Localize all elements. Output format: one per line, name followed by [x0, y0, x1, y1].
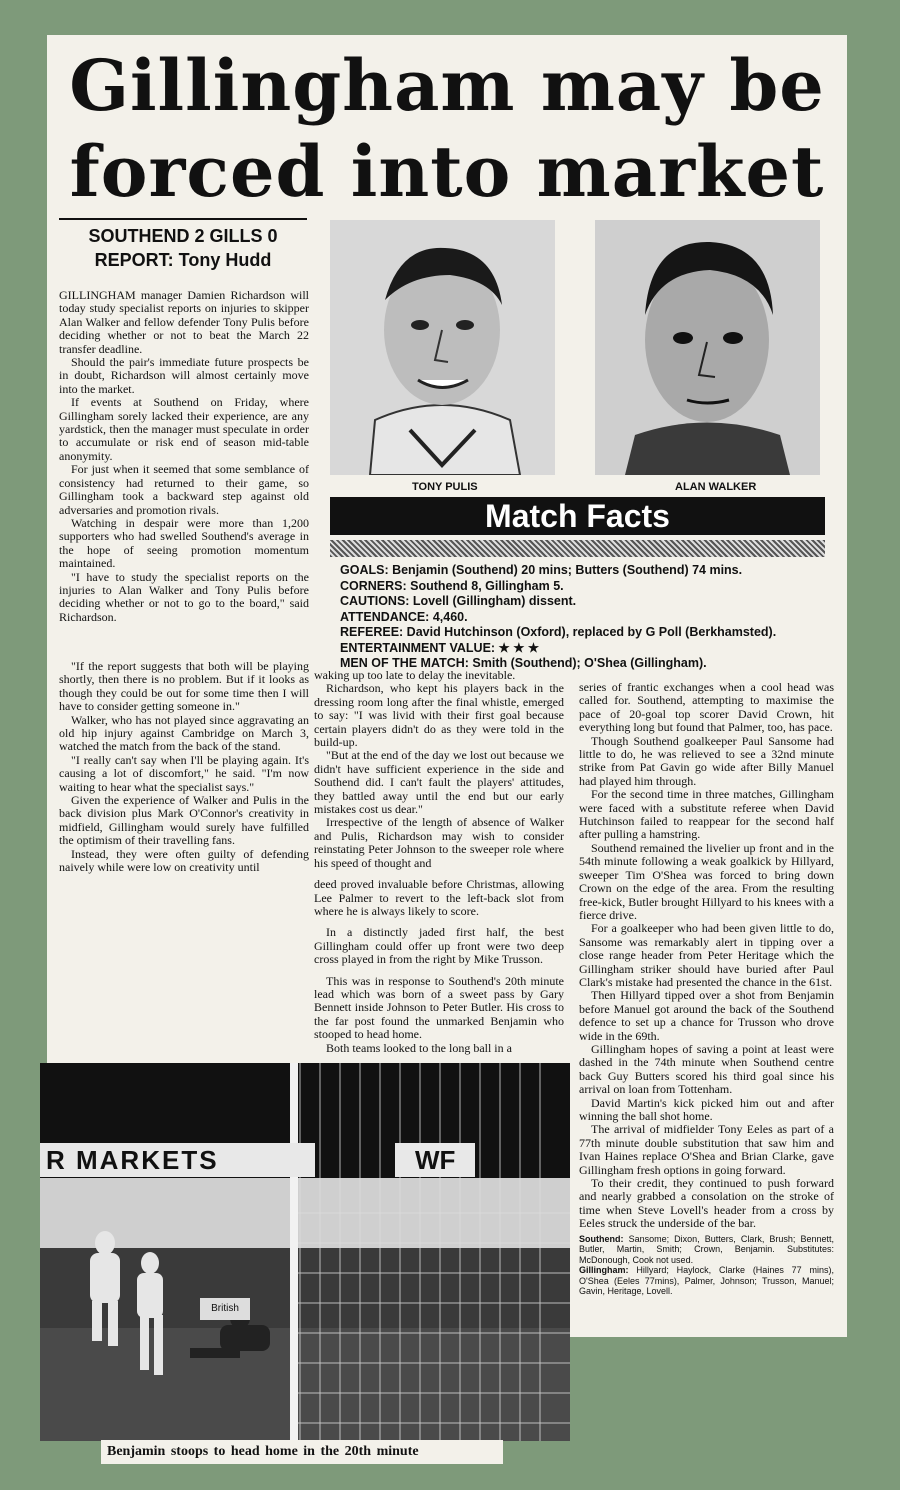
paragraph: waking up too late to delay the inevitable. — [314, 668, 516, 682]
lineup-label: Southend: — [579, 1233, 624, 1244]
team-lineups — [579, 1234, 834, 1297]
stadium-banner-2: WF — [395, 1143, 475, 1177]
paragraph: "If the report suggests that both will be playing shortly, then there is no problem. But if it looks as though they could be out for some time then I will have to consider getting someone in." — [59, 659, 309, 714]
match-facts-attendance: ATTENDANCE: 4,460. — [340, 609, 468, 624]
paragraph: Both teams looked to the long ball in a — [326, 1040, 512, 1055]
paragraph: Irrespective of the length of absence of Walker and Pulis, Richardson may wish to consider reinstating Peter Johnson to the sweeper role where his speed of thought and — [314, 815, 564, 870]
paragraph: Watching in despair were more than 1,200 supporters who had swelled Southend's average in the hope of seeing promotion momentum maintained. — [59, 515, 309, 571]
reporter-line: REPORT: Tony Hudd — [94, 250, 272, 270]
lineup-players: Sansome; Dixon, Butters, Clark, Brush; Bennett, Butler, Martin, Smith; Crown, Benjamin. Substitutes: McDonough, Cook not used. — [579, 1233, 834, 1265]
paragraph: deed proved invaluable before Christmas, allowing Lee Palmer to revert to the left-back slot from where he is always likely to score. — [314, 877, 564, 918]
match-facts-entertainment: ENTERTAINMENT VALUE: ★ ★ ★ — [340, 640, 540, 655]
match-facts-divider — [330, 540, 825, 557]
headline-line-1: Gillingham may be — [69, 44, 825, 127]
paragraph: To their credit, they continued to push forward and nearly grabbed a consolation on the stroke of time when Steve Lovell's header from a cross by Eeles struck the underside of the bar. — [579, 1176, 834, 1231]
paragraph: Walker, who has not played since aggravating an old hip injury against Cambridge on March 3, watched the match from the back of the stand. — [59, 712, 309, 754]
alan-walker-photo — [595, 220, 820, 475]
paragraph: For a goalkeeper who had been given little to do, Sansome was remarkably alert in tipping over a close range header from Peter Heritage which the Gillingham striker should have buried after Paul Clark's mistake had presented the chance in the 61st. — [579, 921, 834, 989]
match-photo-caption: Benjamin stoops to head home in the 20th minute — [107, 1444, 419, 1459]
stadium-banner: R MARKETS — [40, 1143, 315, 1177]
paragraph: series of frantic exchanges when a cool head was called for. Southend, attempting to maximise the pace of 20-goal top scorer David Crown, hit everything long but found that Palmer, too, has pace. — [579, 680, 834, 735]
lineup-gillingham — [579, 1265, 834, 1297]
paragraph: Southend remained the livelier up front and in the 54th minute following a weak goalkick by Hillyard, sweeper Tim O'Shea was forced to bring down Crown on the edge of the area. From the resulting free-kick, Butler brought Hillyard to his knees with a fierce drive. — [579, 840, 834, 922]
match-facts-title: Match Facts — [330, 497, 825, 535]
match-facts-men-of-match: MEN OF THE MATCH: Smith (Southend); O'Shea (Gillingham). — [340, 656, 707, 670]
paragraph: Instead, they were often guilty of defending naively while were low on creativity until — [59, 846, 309, 875]
paragraph: If events at Southend on Friday, where Gillingham sorely lacked their experience, are any yardstick, then the manager must speculate in order to accumulate or risk end of season mid-table anonymity. — [59, 395, 309, 463]
paragraph: "But at the end of the day we lost out because we didn't have sufficient experience in the side and Southend did. I can't fault the players' attitudes, they battled away until the end but our early mistakes cost us dear." — [314, 748, 564, 817]
paragraph: This was in response to Southend's 20th minute lead which was born of a sweet pass by Gary Bennett inside Johnson to Peter Butler. His cross to the far post found the unmarked Benjamin who stooped to head home. — [314, 973, 564, 1042]
match-facts-list — [340, 563, 840, 672]
paragraph: Gillingham hopes of saving a point at least were dashed in the 74th minute when Southend centre back Guy Butters scored his third goal since his arrival on loan from Tottenham. — [579, 1041, 834, 1097]
paragraph: "I have to study the specialist reports on the injuries to Alan Walker and Tony Pulis before deciding whether or not to go to the board," said Richardson. — [59, 569, 309, 624]
article-column-1-continued — [59, 660, 309, 875]
match-facts-corners: CORNERS: Southend 8, Gillingham 5. — [340, 578, 564, 593]
article-column-3 — [579, 681, 834, 1297]
article-column-2 — [314, 669, 564, 1055]
match-facts-cautions: CAUTIONS: Lovell (Gillingham) dissent. — [340, 594, 577, 608]
lineup-label: Gillingham: — [579, 1265, 629, 1276]
score-box — [59, 218, 307, 272]
headline — [47, 43, 847, 215]
ad-board: British — [200, 1298, 250, 1320]
paragraph: For just when it seemed that some semblance of consistency had returned to their game, so Gillingham took a backward step against old adversaries and promotion rivals. — [59, 462, 309, 517]
paragraph: The arrival of midfielder Tony Eeles as part of a 77th minute double substitution that saw him and Ivan Haines replace O'Shea and Brian Clarke, gave Gillingham fresh options in going forward. — [579, 1122, 834, 1177]
photo-caption-walker: ALAN WALKER — [675, 481, 757, 493]
paragraph: Given the experience of Walker and Pulis in the back division plus Mark O'Connor's creativity in midfield, Gillingham would surely have fulfilled the optimism of their travelling fans. — [59, 793, 309, 848]
lineup-southend — [579, 1234, 834, 1266]
photo-caption-pulis: TONY PULIS — [412, 481, 478, 493]
tony-pulis-photo — [330, 220, 555, 475]
paragraph: Then Hillyard tipped over a shot from Benjamin before Manuel got around the back of the Southend defence to set up a chance for Trusson who drove wide in the 69th. — [579, 988, 834, 1043]
headline-line-2: forced into market — [69, 130, 825, 213]
match-photo — [40, 1063, 570, 1441]
paragraph: Should the pair's immediate future prospects be in doubt, Richardson will almost certainly move into the market. — [59, 355, 309, 396]
paragraph: Richardson, who kept his players back in the dressing room long after the final whistle, emerged to say: "I was livid with their first goal because certain players didn't do as they were told in the build-up. — [314, 681, 564, 750]
paragraph: "I really can't say when I'll be playing again. It's causing a lot of discomfort," he said. "I'm now waiting to hear what the specialist says." — [59, 752, 309, 794]
match-facts-referee: REFEREE: David Hutchinson (Oxford), replaced by G Poll (Berkhamsted). — [340, 625, 777, 639]
score-line: SOUTHEND 2 GILLS 0 — [88, 226, 278, 246]
paragraph: For the second time in three matches, Gillingham were faced with a substitute referee when David Hutchinson failed to reappear for the second half after pulling a hamstring. — [579, 787, 834, 842]
photo-caption-strip — [101, 1440, 503, 1464]
lineup-players: Hillyard; Haylock, Clarke (Haines 77 mins), O'Shea (Eeles 77mins), Palmer, Johnson; Trusson, Manuel; Gavin, Heritage, Lovell. — [579, 1265, 834, 1297]
article-column-1 — [59, 289, 309, 624]
paragraph: David Martin's kick picked him out and after winning the ball shot home. — [579, 1095, 834, 1123]
paragraph: GILLINGHAM manager Damien Richardson will today study specialist reports on injuries to skipper Alan Walker and fellow defender Tony Pulis before deciding whether or not to beat the March 22 transfer deadline. — [59, 288, 309, 356]
match-facts-goals: GOALS: Benjamin (Southend) 20 mins; Butters (Southend) 74 mins. — [340, 563, 743, 577]
paragraph: Though Southend goalkeeper Paul Sansome had little to do, he was relieved to see a 32nd minute strike from Pat Gavin go wide after Billy Manuel had played him through. — [579, 733, 834, 788]
paragraph: In a distinctly jaded first half, the best Gillingham could offer up front were two deep cross played in from the right by Mike Trusson. — [314, 925, 564, 967]
